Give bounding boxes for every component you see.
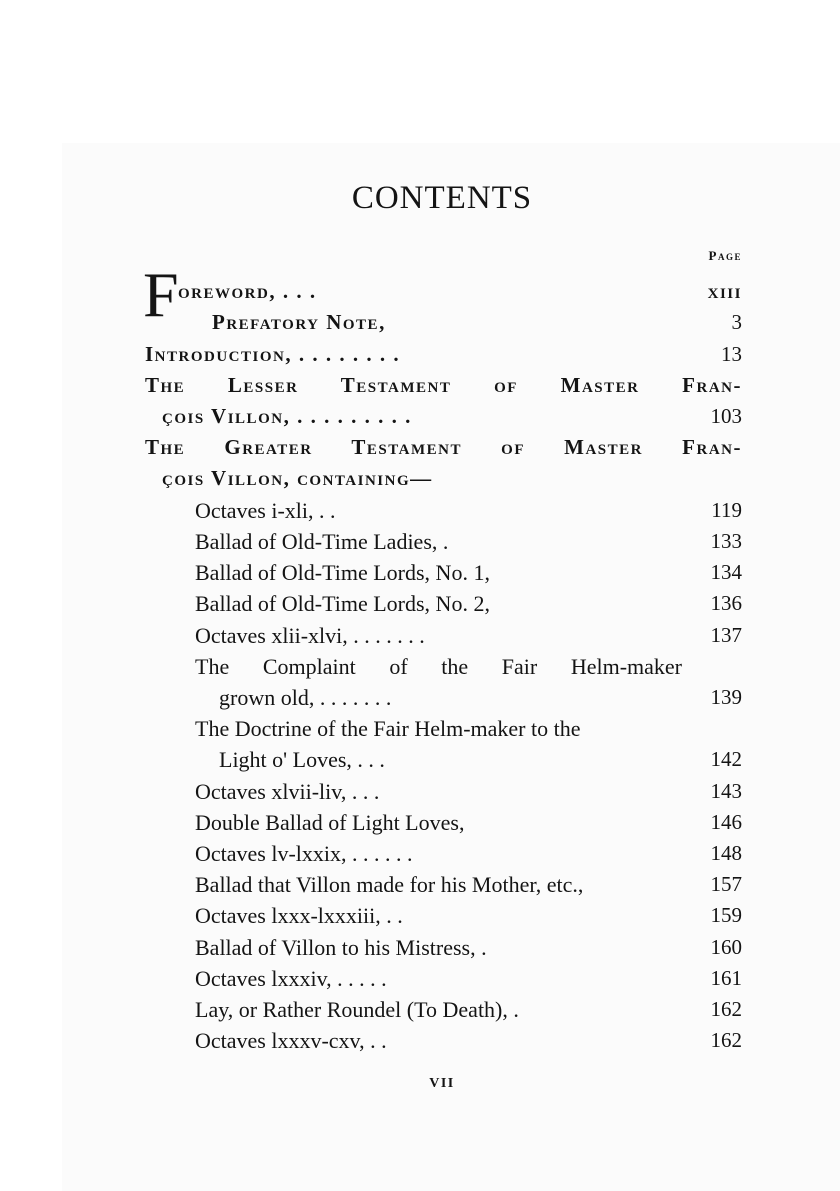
toc-entry-page: 161 — [710, 966, 742, 990]
page-folio: VII — [429, 1076, 455, 1091]
toc-entry — [195, 963, 742, 994]
toc-entry — [195, 838, 742, 869]
toc-entry — [195, 588, 742, 619]
toc-entry — [195, 713, 742, 744]
toc-entry-title: Octaves lxxx-lxxxiii, . . — [195, 903, 403, 928]
toc-entry-title: Ballad of Old-Time Ladies, . — [195, 529, 449, 554]
toc-entry — [219, 682, 742, 713]
toc-entry-page: 162 — [710, 1028, 742, 1052]
toc-entry-title: Introduction, . . . . . . . . — [145, 342, 401, 366]
page-column-header: Page — [708, 248, 742, 263]
toc-entry — [195, 869, 742, 900]
toc-entry-title: Octaves i-xli, . . — [195, 498, 336, 523]
toc-entry — [195, 900, 742, 931]
toc-entry — [145, 339, 742, 370]
toc-entry-page: 160 — [710, 935, 742, 959]
toc-entry-title: Ballad of Villon to his Mistress, . — [195, 935, 487, 960]
toc-entry-page: 3 — [731, 310, 742, 334]
toc-entry-page: xiii — [707, 279, 742, 303]
toc-entry-title: Ballad of Old-Time Lords, No. 2, — [195, 591, 490, 616]
toc-entry-title: Octaves xlvii-liv, . . . — [195, 779, 380, 804]
toc-entry-title: Prefatory Note, — [212, 310, 386, 334]
toc-entry-page: 142 — [710, 747, 742, 771]
toc-entry — [212, 307, 742, 338]
toc-entry — [195, 932, 742, 963]
toc-entry-page: 137 — [710, 623, 742, 647]
toc-entry — [195, 651, 742, 682]
toc-entry-page: 134 — [710, 560, 742, 584]
toc-entry — [145, 370, 742, 401]
toc-entry — [195, 557, 742, 588]
toc-entry — [195, 620, 742, 651]
toc-entry-page: 157 — [710, 872, 742, 896]
toc-entry-title: çois Villon, containing— — [162, 466, 433, 490]
toc-entry-page: 136 — [710, 591, 742, 615]
toc-entry-title: çois Villon, . . . . . . . . . — [162, 404, 412, 428]
toc-entry — [162, 463, 742, 494]
toc-entry — [162, 401, 742, 432]
toc-entry-title: Octaves lv-lxxix, . . . . . . — [195, 841, 413, 866]
toc-entry-title: Light o' Loves, . . . — [219, 747, 385, 772]
toc-entry — [195, 807, 742, 838]
toc-entry-title: Double Ballad of Light Loves, — [195, 810, 465, 835]
toc-entry — [219, 744, 742, 775]
toc-entry — [195, 1025, 742, 1056]
toc-entry-title: oreword, . . . — [178, 279, 317, 303]
toc-entry-page: 143 — [710, 779, 742, 803]
toc-entry-page: 133 — [710, 529, 742, 553]
toc-entry — [145, 432, 742, 463]
toc-entry-page: 148 — [710, 841, 742, 865]
toc-entry-title: Ballad that Villon made for his Mother, etc., — [195, 872, 584, 897]
toc-entry — [195, 495, 742, 526]
toc-entry-page: 139 — [710, 685, 742, 709]
toc-entry — [195, 776, 742, 807]
toc-entry-page: 162 — [710, 997, 742, 1021]
toc-entry-title: Octaves xlii-xlvi, . . . . . . . — [195, 623, 425, 648]
toc-entry-page: 103 — [710, 404, 742, 428]
toc-entry-page: 13 — [721, 342, 742, 366]
toc-entry-title: Octaves lxxxiv, . . . . . — [195, 966, 387, 991]
toc-entry-title: The Lesser Testament of Master Fran- — [145, 373, 742, 397]
toc-entry-title: Ballad of Old-Time Lords, No. 1, — [195, 560, 490, 585]
toc-entry-page: 146 — [710, 810, 742, 834]
toc-entry — [195, 994, 742, 1025]
toc-entry-page: 119 — [711, 498, 742, 522]
toc-entry-title: Octaves lxxxv-cxv, . . — [195, 1028, 387, 1053]
toc-entry-title: The Complaint of the Fair Helm-maker — [195, 654, 682, 679]
toc-entry — [195, 526, 742, 557]
drop-cap: F — [143, 259, 179, 330]
toc-entry — [178, 276, 742, 307]
toc-entry-title: grown old, . . . . . . . — [219, 685, 392, 710]
toc-entry-page: 159 — [710, 903, 742, 927]
page-title: CONTENTS — [351, 180, 533, 216]
toc-entry-title: The Doctrine of the Fair Helm-maker to the — [195, 716, 581, 741]
toc-entry-title: Lay, or Rather Roundel (To Death), . — [195, 997, 519, 1022]
toc-entry-title: The Greater Testament of Master Fran- — [145, 435, 742, 459]
